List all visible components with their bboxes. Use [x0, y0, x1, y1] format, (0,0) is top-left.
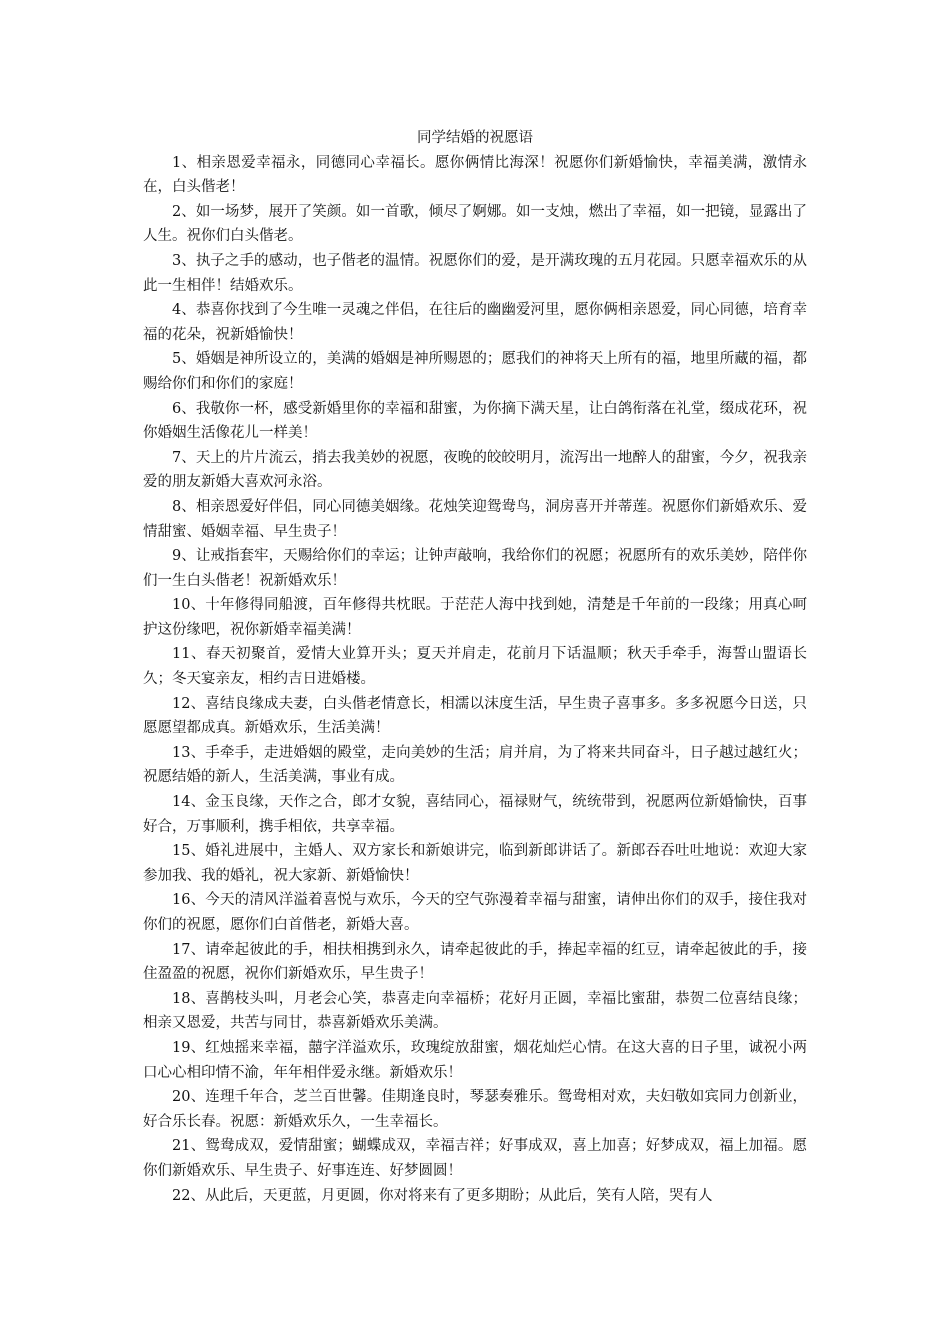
- paragraph: 8、相亲恩爱好伴侣，同心同德美姻缘。花烛笑迎鸳鸯鸟，洞房喜开并蒂莲。祝愿你们新婚欢乐、爱情甜蜜、婚姻幸福、早生贵子！: [143, 498, 807, 540]
- paragraph: 4、恭喜你找到了今生唯一灵魂之伴侣，在往后的幽幽爱河里，愿你俩相亲恩爱，同心同德，培育幸福的花朵，祝新婚愉快！: [143, 302, 807, 343]
- paragraph: 12、喜结良缘成夫妻，白头偕老情意长，相濡以沫度生活，早生贵子喜事多。多多祝愿今日送，只愿愿望都成真。新婚欢乐，生活美满！: [143, 695, 807, 737]
- document-title: 同学结婚的祝愿语: [417, 130, 533, 146]
- paragraph: 2、如一场梦，展开了笑颜。如一首歌，倾尽了婀娜。如一支烛，燃出了幸福，如一把镜，显露出了人生。祝你们白头偕老。: [143, 203, 807, 245]
- paragraph: 15、婚礼进展中，主婚人、双方家长和新娘讲完，临到新郎讲话了。新郎吞吞吐吐地说：欢迎大家参加我、我的婚礼，祝大家新、新婚愉快！: [143, 843, 807, 884]
- paragraph: 21、鸳鸯成双，爱情甜蜜；蝴蝶成双，幸福吉祥；好事成双，喜上加喜；好梦成双，福上加福。愿你们新婚欢乐、早生贵子、好事连连、好梦圆圆！: [143, 1138, 807, 1179]
- paragraph: 1、相亲恩爱幸福永，同德同心幸福长。愿你俩情比海深！祝愿你们新婚愉快，幸福美满，激情永在，白头偕老！: [143, 154, 807, 196]
- paragraph: 7、天上的片片流云，捎去我美妙的祝愿，夜晚的皎皎明月，流泻出一地醉人的甜蜜，今夕，祝我亲爱的朋友新婚大喜欢河永浴。: [143, 449, 807, 491]
- paragraph: 16、今天的清风洋溢着喜悦与欢乐，今天的空气弥漫着幸福与甜蜜，请伸出你们的双手，接住我对你们的祝愿，愿你们白首偕老，新婚大喜。: [143, 892, 807, 933]
- paragraph: 18、喜鹊枝头叫，月老会心笑，恭喜走向幸福桥；花好月正圆，幸福比蜜甜，恭贺二位喜结良缘；相亲又恩爱，共苦与同甘，恭喜新婚欢乐美满。: [143, 990, 807, 1032]
- paragraph: 22、从此后，天更蓝，月更圆，你对将来有了更多期盼；从此后，笑有人陪，哭有人: [172, 1187, 713, 1204]
- paragraph: 14、金玉良缘，天作之合，郎才女貌，喜结同心，福禄财气，统统带到，祝愿两位新婚愉快，百事好合，万事顺利，携手相依，共享幸福。: [143, 794, 807, 835]
- paragraph: 5、婚姻是神所设立的，美满的婚姻是神所赐恩的；愿我们的神将天上所有的福，地里所藏的福，都赐给你们和你们的家庭！: [143, 351, 807, 392]
- paragraph: 10、十年修得同船渡，百年修得共枕眠。于茫茫人海中找到她，清楚是千年前的一段缘；用真心呵护这份缘吧，祝你新婚幸福美满！: [143, 597, 807, 638]
- paragraph: 17、请牵起彼此的手，相扶相携到永久，请牵起彼此的手，捧起幸福的红豆，请牵起彼此的手，接住盈盈的祝愿，祝你们新婚欢乐，早生贵子！: [143, 941, 807, 983]
- paragraph: 3、执子之手的感动，也子偕老的温情。祝愿你们的爱，是开满玫瑰的五月花园。只愿幸福欢乐的从此一生相伴！结婚欢乐。: [143, 252, 807, 294]
- paragraph: 6、我敬你一杯，感受新婚里你的幸福和甜蜜，为你摘下满天星，让白鸽衔落在礼堂，缀成花环，祝你婚姻生活像花儿一样美！: [143, 400, 807, 442]
- paragraph: 13、手牵手，走进婚姻的殿堂，走向美妙的生活；肩并肩，为了将来共同奋斗，日子越过越红火；祝愿结婚的新人，生活美满，事业有成。: [143, 744, 807, 786]
- paragraph: 20、连理千年合，芝兰百世馨。佳期逢良时，琴瑟奏雅乐。鸳鸯相对欢，夫妇敬如宾同力创新业，好合乐长春。祝愿：新婚欢乐久，一生幸福长。: [143, 1089, 807, 1130]
- paragraph: 11、春天初聚首，爱情大业算开头；夏天并肩走，花前月下话温顺；秋天手牵手，海誓山盟语长久；冬天宴亲友，相约吉日进婚楼。: [143, 646, 807, 688]
- document-body: [143, 126, 807, 1208]
- paragraph: 9、让戒指套牢，天赐给你们的幸运；让钟声敲响，我给你们的祝愿；祝愿所有的欢乐美妙，陪伴你们一生白头偕老！祝新婚欢乐！: [143, 548, 807, 589]
- paragraph: 19、红烛摇来幸福，囍字洋溢欢乐，玫瑰绽放甜蜜，烟花灿烂心情。在这大喜的日子里，诚祝小两口心心相印情不渝，年年相伴爱永继。新婚欢乐！: [143, 1039, 807, 1081]
